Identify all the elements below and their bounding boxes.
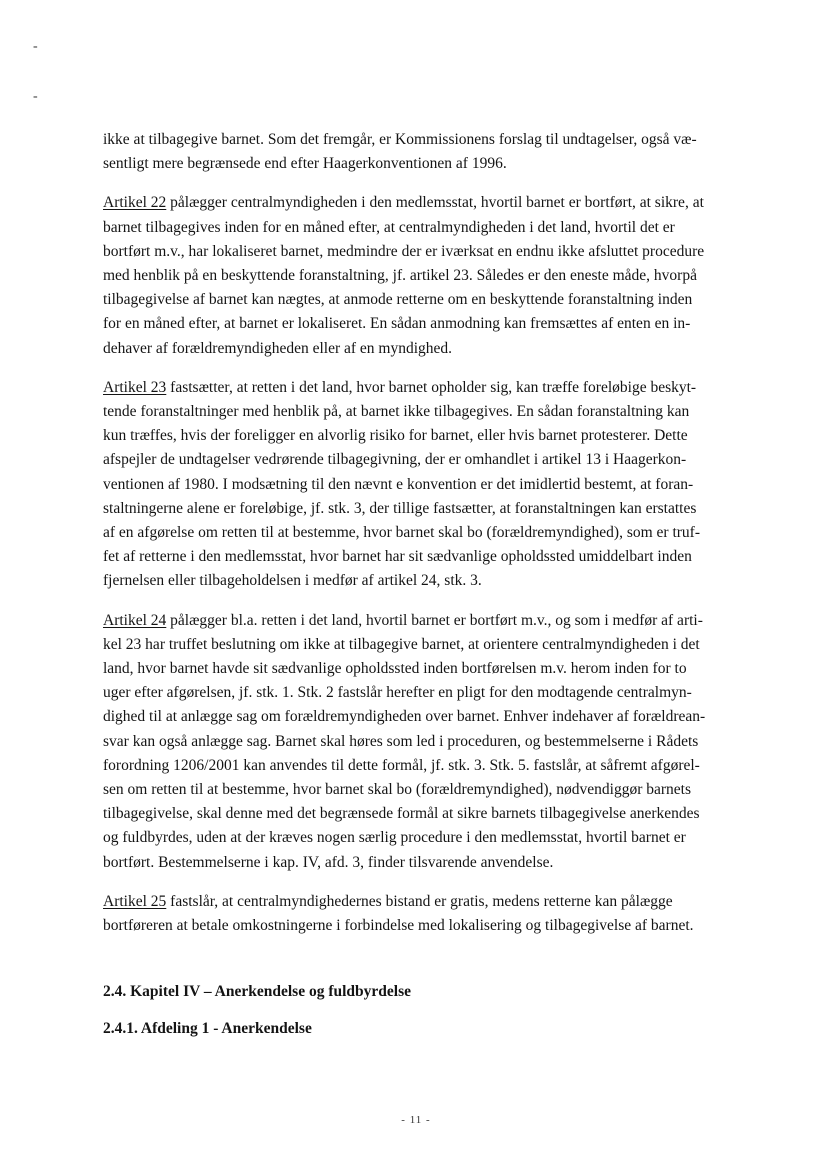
text-line <box>103 191 763 215</box>
margin-mark: - <box>33 39 38 54</box>
paragraph-artikel-22 <box>103 191 763 360</box>
article-reference: Artikel 22 <box>103 194 167 212</box>
text-line: sen om retten til at bestemme, hvor barnet skal bo (forældremyndighed), nødvendiggør barnets <box>103 781 691 799</box>
text-line: barnet tilbagegives inden for en måned efter, at centralmyndigheden i det land, hvortil det er <box>103 218 675 236</box>
paragraph-continuation <box>103 128 763 176</box>
paragraph-artikel-24 <box>103 609 763 875</box>
text-line: bortføreren at betale omkostningerne i forbindelse med lokalisering og tilbagegivelse af barnet. <box>103 917 694 935</box>
text-line: afspejler de undtagelser vedrørende tilbagegivning, der er omhandlet i artikel 13 i Haagerkon- <box>103 451 687 469</box>
section-heading: 2.4. Kapitel IV – Anerkendelse og fuldbyrdelse <box>103 983 412 1000</box>
text-line: uger efter afgørelsen, jf. stk. 1. Stk. 2 fastslår herefter en pligt for den modtagende centralmyn- <box>103 684 692 702</box>
text-segment: fastsætter, at retten i det land, hvor barnet opholder sig, kan træffe foreløbige beskyt- <box>166 378 697 396</box>
document-body <box>103 128 763 953</box>
text-line: staltningerne alene er foreløbige, jf. stk. 3, der tillige fastsætter, at foranstaltningen kan erstattes <box>103 499 697 517</box>
text-line: dighed til at anlægge sag om forældremyndigheden over barnet. Enhver indehaver af forældrean- <box>103 708 706 726</box>
text-line: ikke at tilbagegive barnet. Som det fremgår, er Kommissionens forslag til undtagelser, også væ- <box>103 131 697 148</box>
text-line: forordning 1206/2001 kan anvendes til dette formål, jf. stk. 3. Stk. 5. fastslår, at såfremt afgørel- <box>103 756 700 774</box>
text-line: land, hvor barnet havde sit sædvanlige opholdssted inden bortførelsen m.v. herom inden for to <box>103 660 687 678</box>
text-line: med henblik på en beskyttende foranstaltning, jf. artikel 23. Således er den eneste måde, hvorpå <box>103 267 697 285</box>
text-line: kel 23 har truffet beslutning om ikke at tilbagegive barnet, at orientere centralmyndigheden i det <box>103 635 700 653</box>
text-line: af en afgørelse om retten til at bestemme, hvor barnet skal bo (forældremyndighed), som er truf- <box>103 524 700 542</box>
article-reference: Artikel 25 <box>103 892 167 910</box>
text-line: bortført. Bestemmelserne i kap. IV, afd. 3, finder tilsvarende anvendelse. <box>103 853 554 871</box>
text-line: dehaver af forældremyndigheden eller af en myndighed. <box>103 339 453 357</box>
text-segment: pålægger centralmyndigheden i den medlemsstat, hvortil barnet er bortført, at sikre, at <box>166 194 704 212</box>
article-reference: Artikel 23 <box>103 378 167 396</box>
text-segment: fastslår, at centralmyndighedernes bistand er gratis, medens retterne kan pålægge <box>166 892 673 910</box>
text-line: tende foranstaltninger med henblik på, at barnet ikke tilbagegives. En sådan foranstaltning kan <box>103 403 690 421</box>
subsection-heading: 2.4.1. Afdeling 1 - Anerkendelse <box>103 1020 312 1037</box>
text-line: tilbagegivelse af barnet kan nægtes, at anmode retterne om en beskyttende foranstaltning inden <box>103 291 693 309</box>
text-line: fjernelsen eller tilbageholdelsen i medfør af artikel 24, stk. 3. <box>103 572 482 590</box>
text-line: svar kan også anlægge sag. Barnet skal høres som led i proceduren, og bestemmelserne i Rådets <box>103 732 699 750</box>
page-number: - 11 - <box>401 1114 431 1126</box>
text-segment: pålægger bl.a. retten i det land, hvortil barnet er bortført m.v., og som i medfør af arti- <box>166 611 703 629</box>
margin-mark: - <box>33 89 38 104</box>
text-line <box>103 890 763 914</box>
text-line <box>103 376 763 400</box>
text-line: kun træffes, hvis der foreligger en alvorlig risiko for barnet, eller hvis barnet protesterer. Dette <box>103 427 688 445</box>
text-line <box>103 609 763 633</box>
paragraph-artikel-25 <box>103 890 763 938</box>
text-line: bortført m.v., har lokaliseret barnet, medmindre der er iværksat en endnu ikke afsluttet procedure <box>103 242 705 260</box>
paragraph-artikel-23 <box>103 376 763 594</box>
text-line: og fuldbyrdes, uden at der kræves nogen særlig procedure i den medlemsstat, hvortil barnet er <box>103 829 686 847</box>
article-reference: Artikel 24 <box>103 611 167 629</box>
text-line: tilbagegivelse, skal denne med det begrænsede formål at sikre barnets tilbagegivelse anerkendes <box>103 805 700 823</box>
text-line: fet af retterne i den medlemsstat, hvor barnet har sit sædvanlige opholdssted umiddelbart inden <box>103 548 692 566</box>
text-line: ventionen af 1980. I modsætning til den nævnt e konvention er det imidlertid bestemt, at foran- <box>103 475 694 493</box>
text-line: sentligt mere begrænsede end efter Haagerkonventionen af 1996. <box>103 155 507 173</box>
text-line: for en måned efter, at barnet er lokaliseret. En sådan anmodning kan fremsættes af enten en in- <box>103 315 691 333</box>
